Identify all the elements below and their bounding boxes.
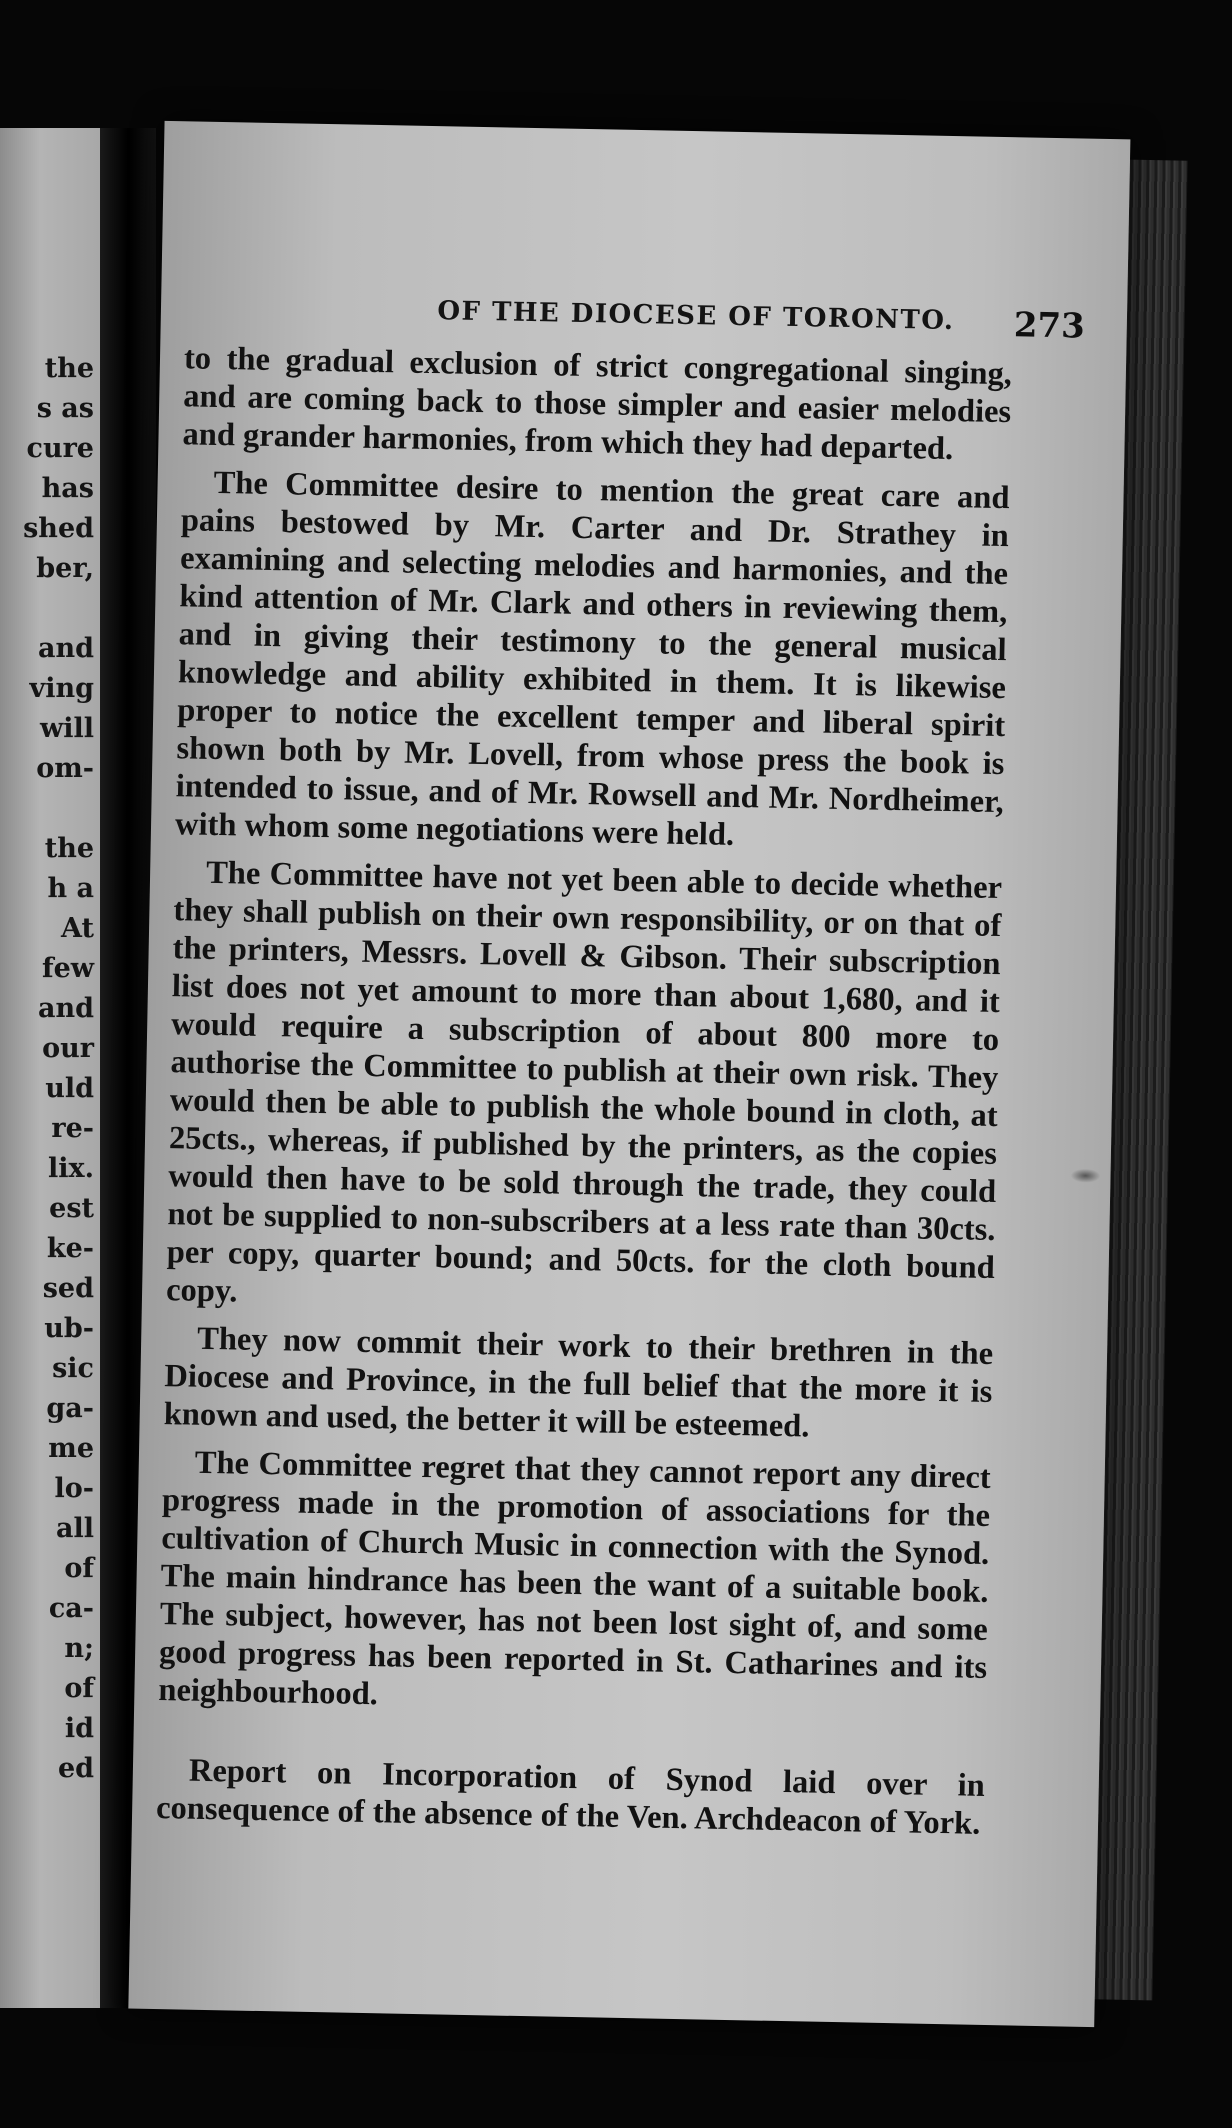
paragraph: The Committee have not yet been able to decide whether they shall publish on their own responsibility, or on that of the printers, Messrs. Lovell & Gibson. Their subscription list does not yet amount to more than about 1,680, and it would require a subscription of about 800 more to authorise the Committee to publish at their own risk. They would then be able to publish the whole bound in cloth, at 25cts., whereas, if published by the printers, as the copies would then have to be sold through the trade, they could not be supplied to non-subscribers at a less rate than 30cts. per copy, quarter bound; and 50cts. for the cloth bound copy.	[165, 854, 1003, 1310]
previous-page-line-end: of	[64, 1553, 94, 1584]
previous-page-line-end: n;	[64, 1633, 94, 1664]
previous-page-line-end: ca-	[48, 1593, 94, 1624]
previous-page-line-end: ub-	[44, 1313, 94, 1344]
previous-page-line-end: est	[49, 1193, 94, 1224]
paragraph: to the gradual exclusion of strict congregational singing, and are coming back to those simpler and easier melodies and grander harmonies, from which they had departed.	[182, 340, 1013, 468]
previous-page-line-end: id	[64, 1713, 94, 1744]
previous-page-line-end: few	[41, 953, 94, 984]
previous-page-line-end: lix.	[47, 1153, 94, 1184]
previous-page-line-end: me	[48, 1433, 94, 1464]
paragraph: The Committee regret that they cannot report any direct progress made in the promotion of associations for the cultivation of Church Music in connection with the Synod. The main hindrance has been the want of a suitable book. The subject, however, has not been lost sight of, and some good progress has been reported in St. Catharines and its neighbourhood.	[158, 1444, 992, 1713]
previous-page-line-end: of	[64, 1673, 94, 1704]
page-body	[156, 339, 1013, 1853]
previous-page-line-end: s as	[36, 393, 94, 424]
previous-page-line-end: and	[37, 993, 94, 1024]
previous-page-edge	[0, 128, 100, 2008]
previous-page-line-end: uld	[45, 1073, 94, 1104]
previous-page-line-end: ber,	[36, 553, 94, 584]
previous-page-line-end: all	[55, 1513, 94, 1544]
previous-page-line-end: the	[44, 833, 94, 864]
paragraph: They now commit their work to their brethren in the Diocese and Province, in the full belief that the more it is known and used, the better it will be esteemed.	[163, 1320, 994, 1445]
previous-page-line-end: the	[44, 353, 94, 384]
previous-page-line-end: sic	[52, 1353, 94, 1384]
book-page	[128, 121, 1130, 2027]
previous-page-line-end: h a	[47, 873, 94, 904]
report-note: Report on Incorporation of Synod laid over in consequence of the absence of the Ven. Archdeacon of York.	[155, 1752, 986, 1842]
previous-page-line-end: shed	[23, 513, 94, 544]
previous-page-line-end: ving	[29, 673, 94, 704]
previous-page-line-end: will	[39, 713, 94, 744]
paragraph: The Committee desire to mention the great care and pains bestowed by Mr. Carter and Dr. Strathey in examining and selecting melodies and harmonies, and the kind attention of Mr. Clark and others in reviewing them, and in giving their testimony to the general musical knowledge and ability exhibited in them. It is likewise proper to notice the excellent temper and liberal spirit shown both by Mr. Lovell, from whose press the book is intended to issue, and of Mr. Rowsell and Mr. Nordheimer, with whom some negotiations were held.	[174, 464, 1010, 853]
previous-page-line-end: has	[41, 473, 94, 504]
previous-page-line-end: om-	[36, 753, 94, 784]
previous-page-line-end: ke-	[46, 1233, 94, 1264]
previous-page-line-end: and	[37, 633, 94, 664]
previous-page-line-end: ga-	[46, 1393, 94, 1424]
running-head: OF THE DIOCESE OF TORONTO.	[437, 296, 955, 337]
previous-page-line-end: our	[42, 1033, 94, 1064]
ink-smudge	[1070, 1168, 1100, 1183]
previous-page-line-end: ed	[57, 1753, 94, 1784]
previous-page-line-end: cure	[26, 433, 94, 464]
previous-page-line-end: lo-	[54, 1473, 94, 1504]
previous-page-line-end: sed	[42, 1273, 94, 1304]
page-number: 273	[1013, 305, 1086, 347]
previous-page-line-end: re-	[51, 1113, 94, 1144]
previous-page-line-end: At	[61, 913, 94, 944]
